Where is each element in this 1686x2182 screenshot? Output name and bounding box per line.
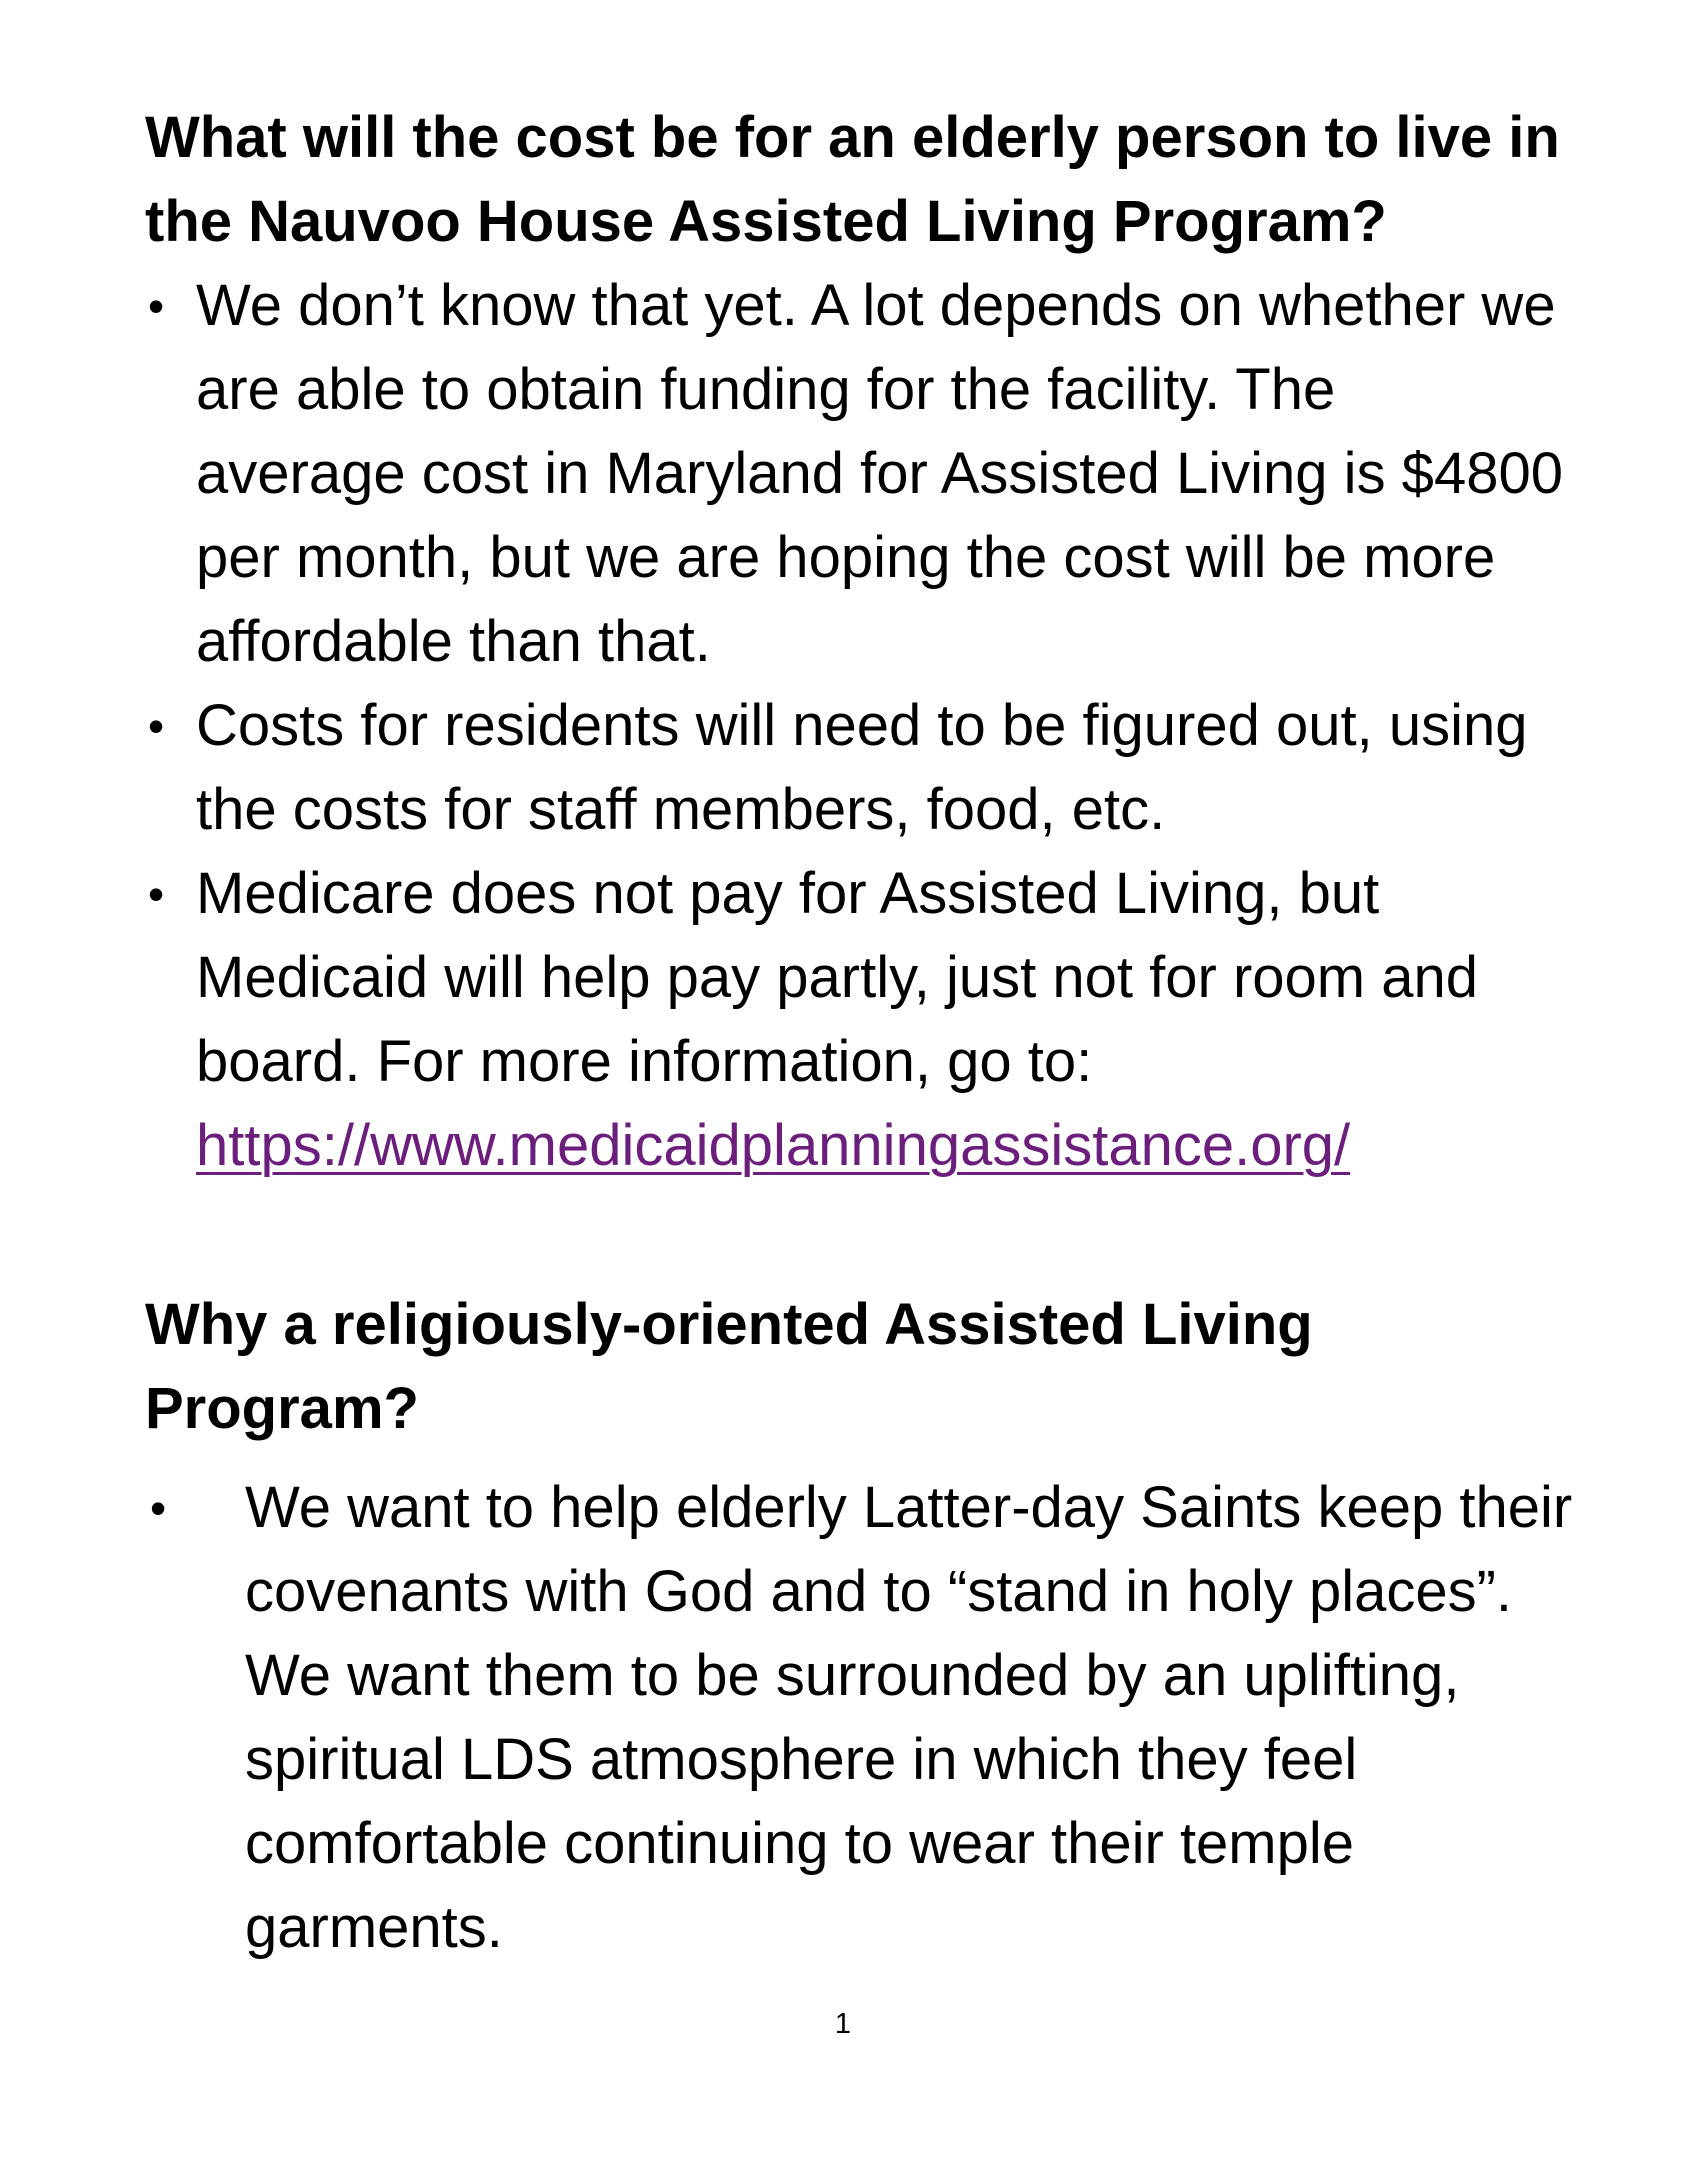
list-item-line: We want them to be surrounded by an uplifting, <box>245 1643 1460 1708</box>
list-item <box>145 684 1665 852</box>
link-line <box>196 1104 1665 1188</box>
religious-bullet-list <box>145 1466 1675 1970</box>
section-heading-cost <box>145 96 1645 264</box>
section-heading-religious <box>145 1283 1645 1451</box>
list-item <box>145 264 1665 684</box>
list-item-line: affordable than that. <box>196 609 711 674</box>
list-item-line: We want to help elderly Latter-day Saints keep their <box>245 1475 1573 1540</box>
bullet-icon: • <box>148 868 165 920</box>
medicaid-planning-link[interactable]: https://www.medicaidplanningassistance.org/ <box>196 1113 1351 1178</box>
bullet-icon: • <box>148 700 165 752</box>
list-item-line: average cost in Maryland for Assisted Living is $4800 <box>196 441 1563 506</box>
heading-line: Why a religiously-oriented Assisted Living <box>145 1292 1313 1357</box>
bullet-icon: • <box>148 280 165 332</box>
list-item-line: per month, but we are hoping the cost will be more <box>196 525 1496 590</box>
list-item-line: Medicare does not pay for Assisted Living, but <box>196 861 1380 926</box>
heading-line: What will the cost be for an elderly person to live in <box>145 105 1560 170</box>
list-item <box>145 852 1665 1188</box>
list-item-line: garments. <box>245 1895 503 1960</box>
list-item-line: Medicaid will help pay partly, just not for room and <box>196 945 1478 1010</box>
heading-line: Program? <box>145 1376 419 1441</box>
page-number: 1 <box>834 2008 852 2040</box>
list-item-line: covenants with God and to “stand in holy places”. <box>245 1559 1513 1624</box>
list-item <box>145 1466 1675 1970</box>
heading-line: the Nauvoo House Assisted Living Program? <box>145 189 1387 254</box>
list-item-line: board. For more information, go to: <box>196 1029 1093 1094</box>
list-item-line: comfortable continuing to wear their temple <box>245 1811 1355 1876</box>
list-item-line: the costs for staff members, food, etc. <box>196 777 1166 842</box>
list-item-line: Costs for residents will need to be figured out, using <box>196 693 1528 758</box>
list-item-line: We don’t know that yet. A lot depends on whether we <box>196 273 1556 338</box>
list-item-line: spiritual LDS atmosphere in which they feel <box>245 1727 1358 1792</box>
cost-bullet-list <box>145 264 1665 1188</box>
bullet-icon: • <box>150 1482 167 1534</box>
list-item-line: are able to obtain funding for the facility. The <box>196 357 1336 422</box>
